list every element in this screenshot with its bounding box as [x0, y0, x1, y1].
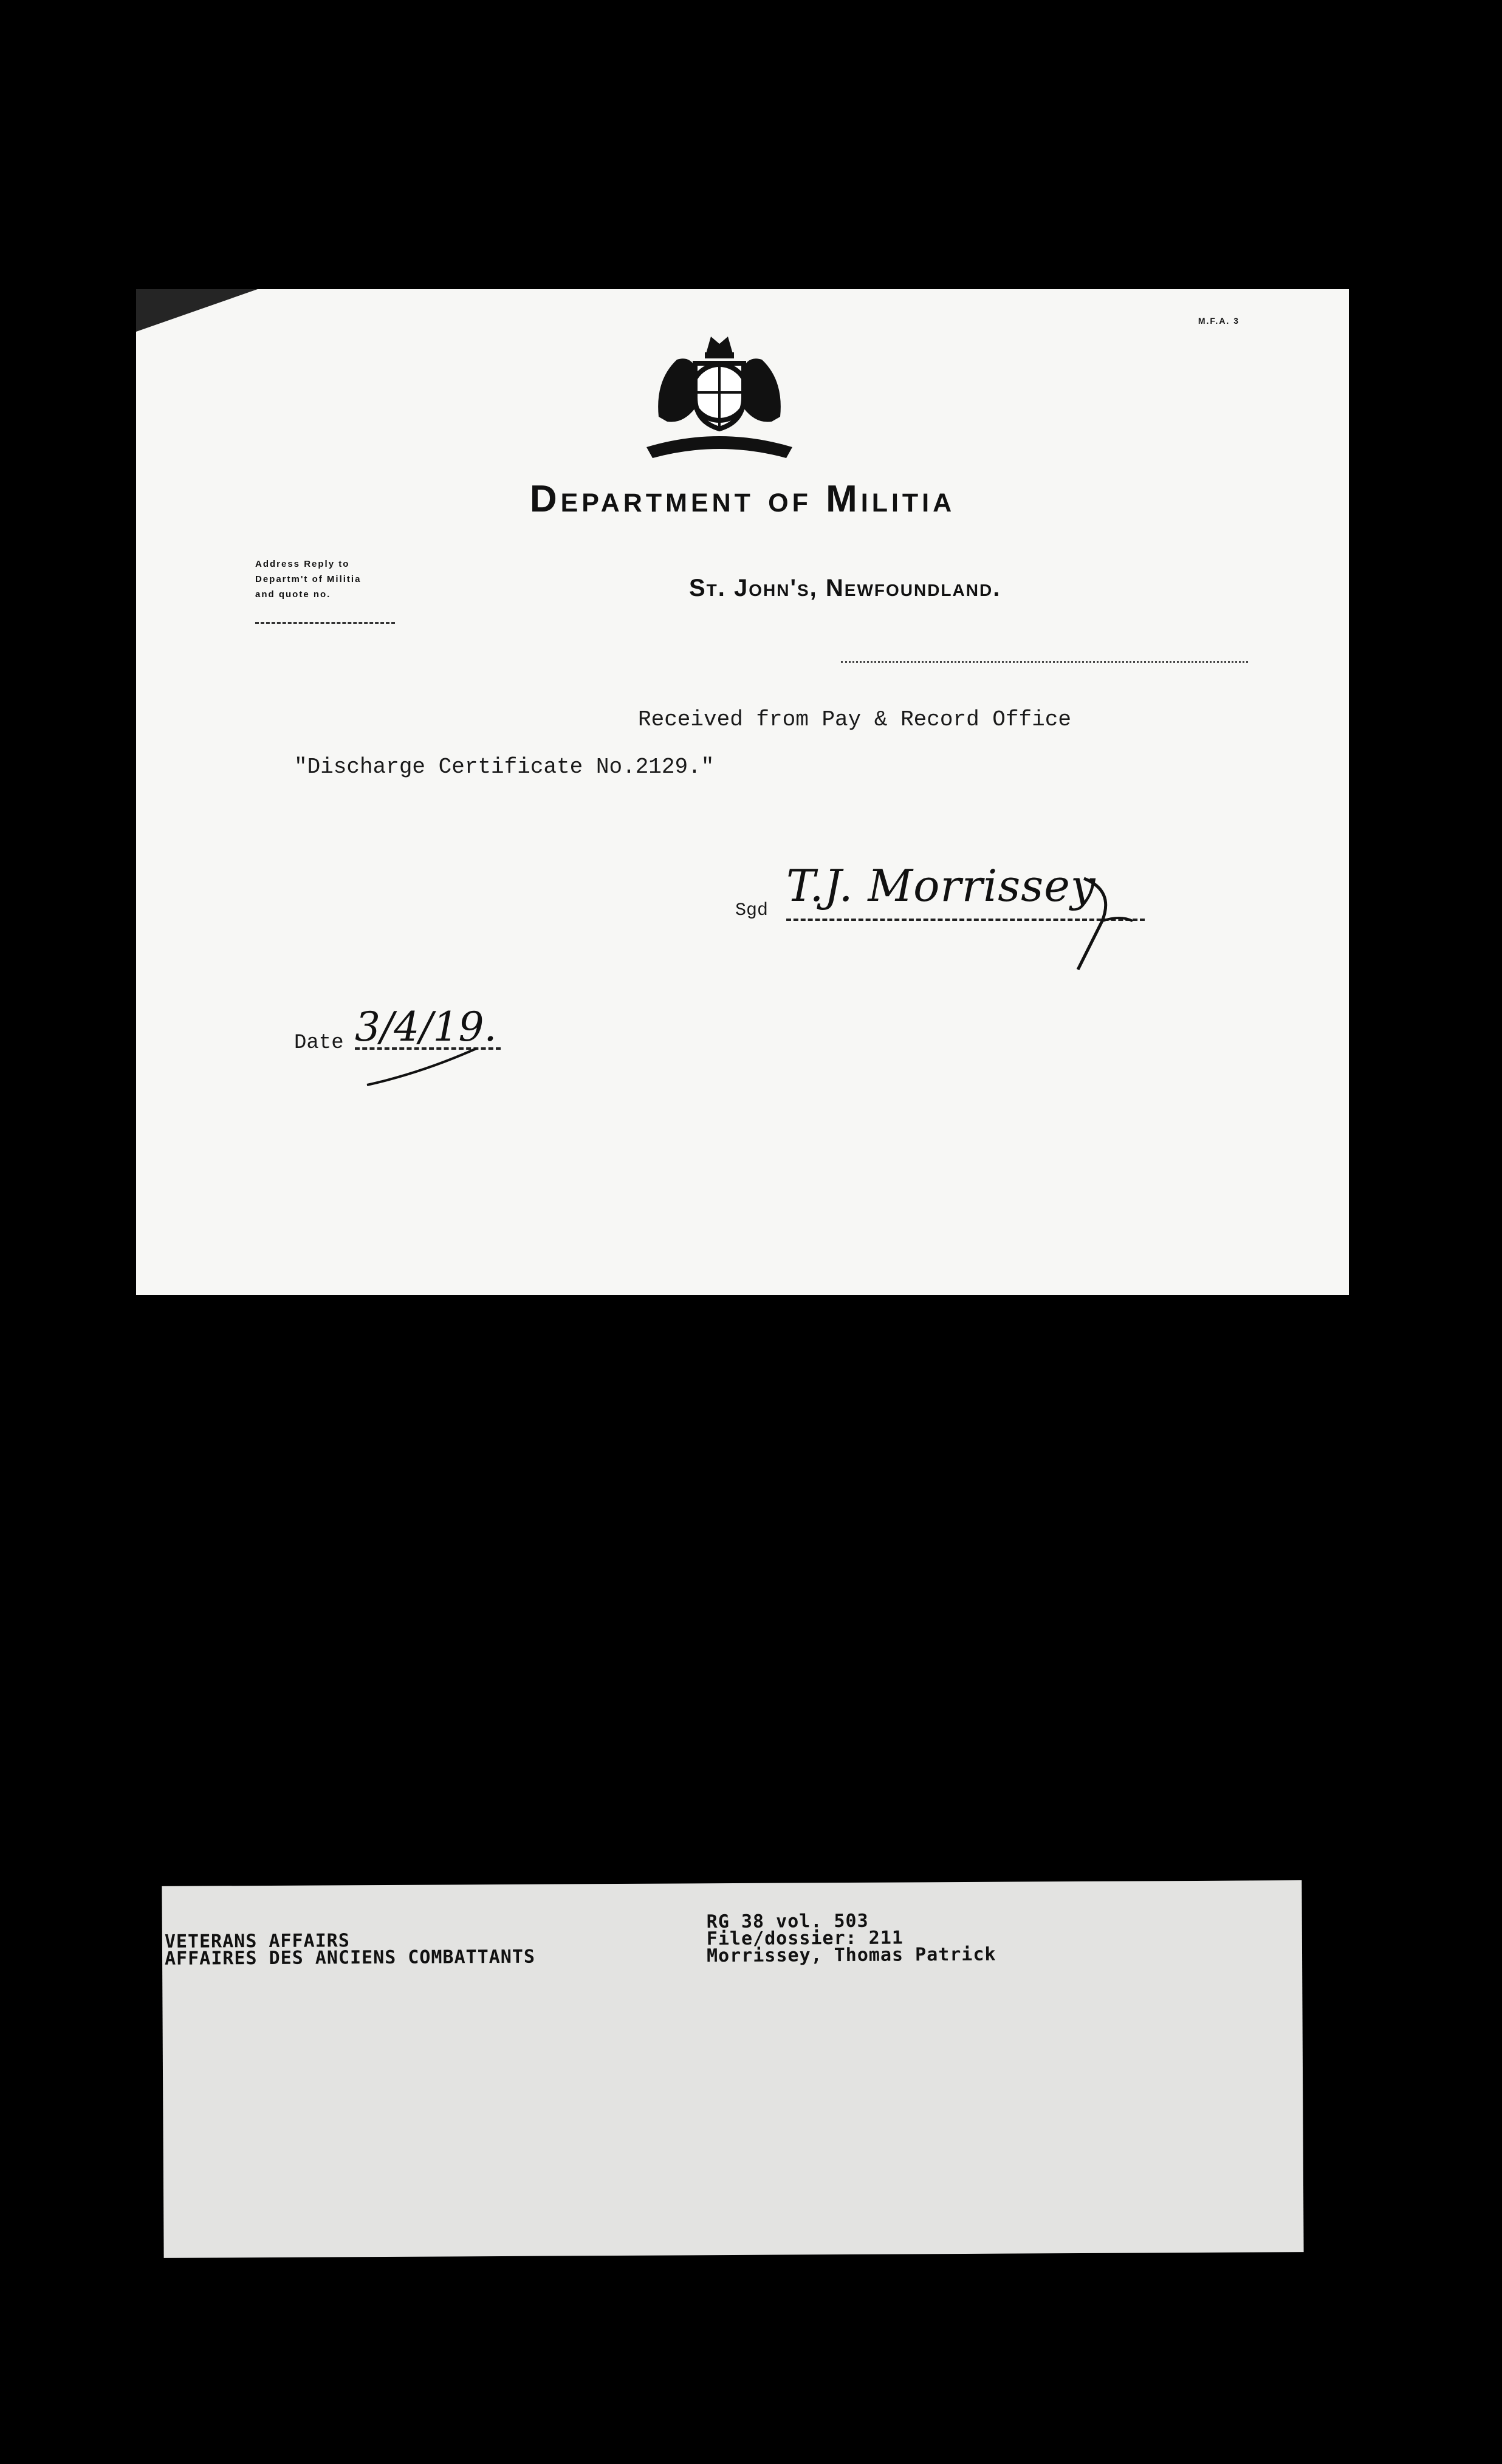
reply-instruction-line: and quote no. [255, 589, 331, 600]
signature-flourish-icon [1060, 872, 1139, 976]
reply-instructions [255, 556, 450, 602]
archive-reference-line: RG 38 vol. 503 [706, 1910, 869, 1933]
handwritten-underline-icon [361, 1036, 482, 1091]
signature: T.J. Morrissey [786, 860, 1096, 911]
date-reference-line [841, 661, 1248, 663]
department-heading: Department of Militia [529, 478, 956, 520]
discharge-receipt-form [136, 289, 1349, 1295]
archive-reference [707, 1912, 996, 1965]
royal-coat-of-arms-icon [634, 326, 804, 465]
archive-agency-line: VETERANS AFFAIRS [164, 1930, 350, 1952]
date-label: Date [294, 1032, 344, 1055]
received-line: Received from Pay & Record Office [638, 707, 1071, 732]
archive-agency-line: AFFAIRES DES ANCIENS COMBATTANTS [164, 1946, 536, 1969]
signed-label: Sgd [735, 900, 769, 921]
folded-corner [136, 289, 258, 332]
date-value: 3/4/19. [355, 1004, 497, 1050]
certificate-line: "Discharge Certificate No.2129." [294, 755, 715, 779]
city-line: St. John's, Newfoundland. [689, 575, 1001, 601]
archive-label-card [162, 1880, 1303, 2258]
archive-reference-line: File/dossier: 211 [706, 1927, 904, 1950]
archive-reference-line: Morrissey, Thomas Patrick [706, 1943, 996, 1967]
archive-agency [165, 1932, 535, 1968]
reply-instruction-line: Address Reply to [255, 559, 350, 569]
reply-instruction-line: Departm't of Militia [255, 574, 362, 584]
form-code: M.F.A. 3 [1198, 316, 1240, 326]
reference-number-line [255, 622, 395, 624]
